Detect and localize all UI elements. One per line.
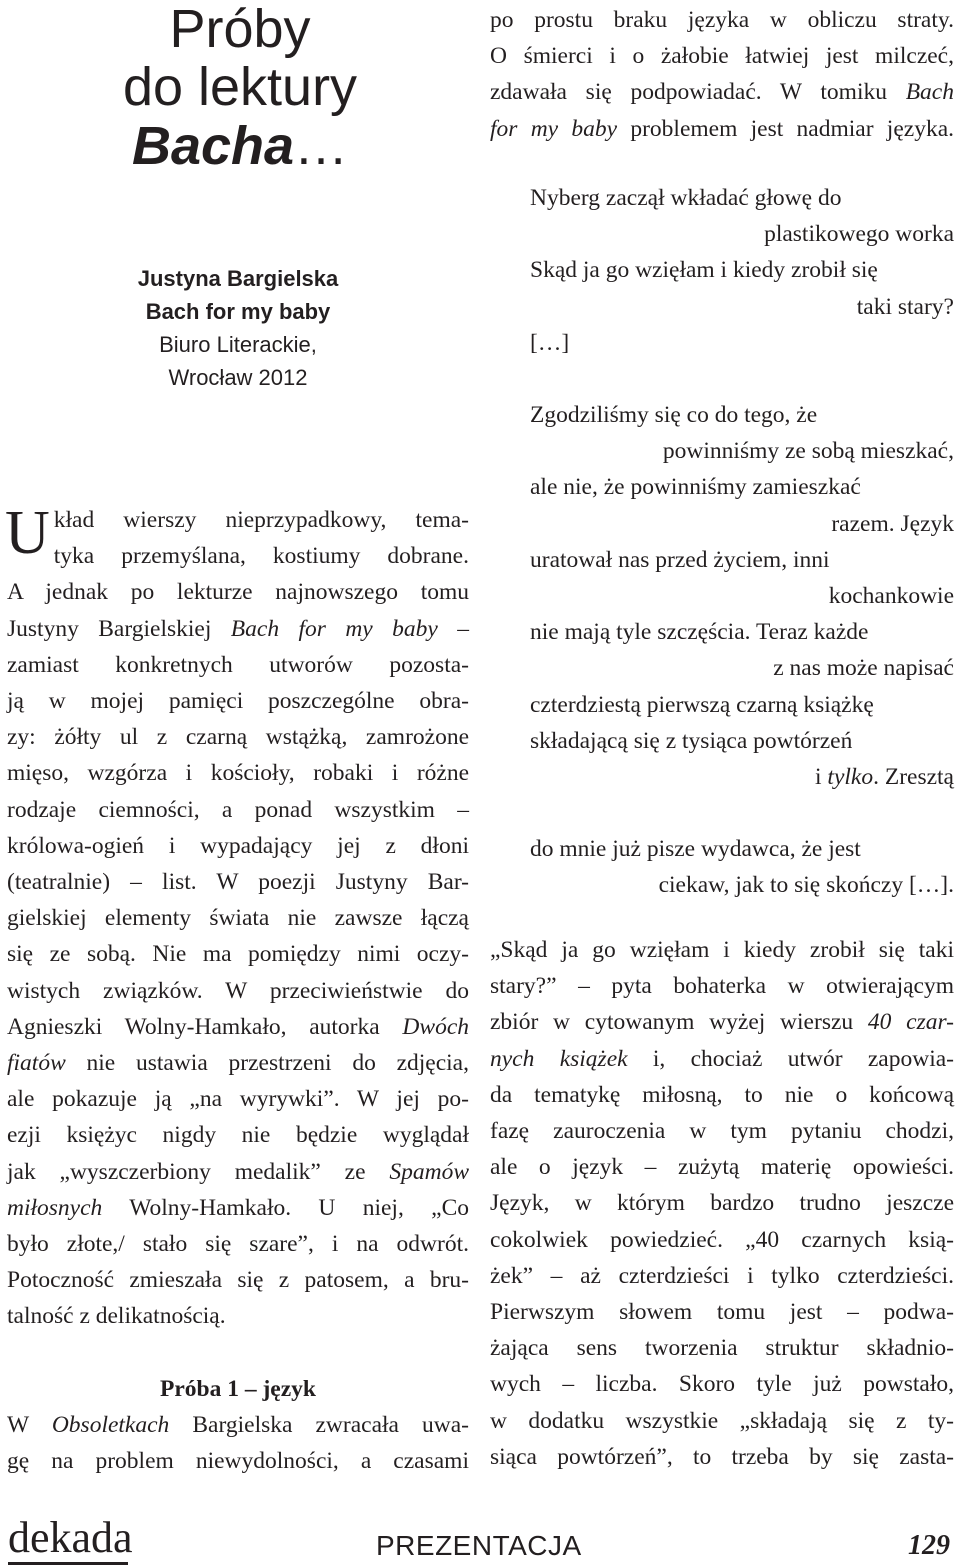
text-line: ale o język – zużytą materię opowieści. <box>490 1154 954 1181</box>
text-line <box>7 611 469 647</box>
italic-title: fiatów <box>7 1050 66 1077</box>
book-info <box>88 262 388 394</box>
text-line <box>490 74 954 110</box>
text-line: zy: żółty ul z czarną wstążką, zamrożone <box>7 724 469 751</box>
logo-underline <box>8 1562 128 1565</box>
poem-line: ale nie, że powinniśmy zamieszkać <box>530 474 861 501</box>
text-line: w dodatku wszystkie „składają się z ty- <box>490 1407 954 1434</box>
text-line: „Skąd ja go wzięłam i kiedy zrobił się taki <box>490 937 954 963</box>
text-span: W <box>7 1411 52 1438</box>
text-span: nie ustawia przestrzeni do zdjęcia, <box>65 1050 469 1077</box>
text-line: królowa-ogień i wypadający jej z dłoni <box>7 832 469 859</box>
text-span: Agnieszki Wolny-Hamkało, autorka <box>7 1013 403 1040</box>
section-name: PREZENTACJA <box>376 1530 582 1561</box>
poem-line: plastikowego worka <box>764 221 954 248</box>
left-column <box>5 499 469 1479</box>
book-place-year: Wrocław 2012 <box>168 365 308 390</box>
text-line: było złote,/ stało się szare”, i na odwrót. <box>7 1231 469 1258</box>
poem-line: Zgodziliśmy się co do tego, że <box>530 402 818 429</box>
book-title: Bach for my baby <box>145 299 331 324</box>
text-line: cokolwiek powiedzieć. „40 czarnych ksią- <box>490 1226 954 1253</box>
text-line: gielskiej elementy świata nie zawsze łączą <box>7 905 469 932</box>
poem-line: uratował nas przed życiem, inni <box>530 546 830 573</box>
poem-line: […] <box>530 329 570 356</box>
poem-line: kochankowie <box>828 583 954 610</box>
text-line: się ze sobą. Nie ma pomiędzy nimi oczy- <box>7 941 469 968</box>
italic-title: Obsoletkach <box>51 1411 170 1438</box>
italic-title: nych książek <box>490 1045 628 1072</box>
text-line: O śmierci i o żałobie łatwiej jest milczeć, <box>490 43 954 70</box>
book-author: Justyna Bargielska <box>137 266 339 291</box>
text-line: wistych związków. W przeciwieństwie do <box>7 977 469 1004</box>
text-line: rodzaje ciemności, a ponad wszystkim – <box>7 796 469 823</box>
text-span: zbiór w cytowanym wyżej wierszu <box>490 1009 868 1036</box>
title-line-2: do lektury <box>122 57 358 118</box>
poem-line: Nyberg zaczął wkładać głowę do <box>530 185 842 211</box>
text-line: fazę zauroczenia w tym pytaniu chodzi, <box>490 1118 954 1145</box>
right-column-top <box>490 2 954 147</box>
text-line: tyka przemyślana, kostiumy dobrane. <box>53 543 469 570</box>
poem-line: do mnie już pisze wydawca, że jest <box>530 836 861 863</box>
text-line <box>490 1004 954 1040</box>
text-line: Pierwszym słowem tomu jest – podwa- <box>490 1299 954 1326</box>
text-line: żek” – aż czterdzieści i tylko czterdzieści. <box>490 1262 954 1289</box>
text-line: wych – liczba. Skoro tyle już powstało, <box>490 1371 954 1398</box>
text-span: i, chociaż utwór zapowia- <box>627 1045 954 1072</box>
poem-line: nie mają tyle szczęścia. Teraz każde <box>530 619 869 646</box>
text-line <box>7 1407 469 1443</box>
text-span: zdawała się podpowiadać. W tomiku <box>490 79 906 106</box>
italic-title: 40 czar- <box>867 1009 954 1036</box>
poem-line: z nas może napisać <box>773 655 954 682</box>
text-line: żająca sens tworzenia struktur składnio- <box>490 1335 954 1362</box>
title-line-3 <box>100 117 380 175</box>
poem-quote <box>530 180 954 904</box>
poem-line: ciekaw, jak to się skończy […]. <box>658 872 954 899</box>
text-line: kład wierszy nieprzypadkowy, tema- <box>53 507 469 533</box>
text-line: da tematykę miłosną, to nie o końcową <box>490 1081 954 1108</box>
right-column-bottom <box>490 932 954 1475</box>
text-line <box>490 1041 954 1077</box>
italic-title: miłosnych <box>7 1194 103 1221</box>
text-line: ją w mojej pamięci poszczególne obra- <box>7 688 469 715</box>
text-line: siąca powtórzeń”, to trzeba by się zasta- <box>490 1443 954 1470</box>
text-span: – <box>437 615 469 642</box>
drop-cap: U <box>5 499 50 567</box>
poem-line: powinniśmy ze sobą mieszkać, <box>662 438 954 465</box>
text-line: Potoczność zmieszała się z patosem, a bru- <box>7 1267 469 1294</box>
page-number: 129 <box>908 1530 950 1561</box>
text-line: (teatralnie) – list. W poezji Justyny Bar- <box>7 869 469 896</box>
text-line: talność z delikatnością. <box>7 1303 226 1330</box>
poem-line <box>530 759 954 795</box>
section-subheading: Próba 1 – język <box>160 1375 316 1402</box>
text-line: zamiast konkretnych utworów pozosta- <box>7 651 469 678</box>
text-span: i <box>815 764 828 791</box>
text-line <box>7 1154 469 1190</box>
text-span: Bargielska zwracała uwa- <box>169 1411 469 1438</box>
text-line: gę na problem niewydolności, a czasami <box>7 1448 469 1475</box>
article-title <box>100 0 380 175</box>
text-line: po prostu braku języka w obliczu straty. <box>490 7 954 33</box>
text-line <box>490 111 954 147</box>
text-span: jak „wyszczerbiony medalik” ze <box>7 1158 390 1185</box>
poem-line: razem. Język <box>831 510 954 537</box>
magazine-logo: dekada <box>8 1513 133 1562</box>
text-line: ale pokazuje ją „na wyrywki”. W jej po- <box>7 1086 469 1113</box>
poem-line: składającą się z tysiąca powtórzeń <box>530 727 853 754</box>
poem-line: taki stary? <box>856 293 954 320</box>
text-span: Justyny Bargielskiej <box>7 615 231 642</box>
text-span: Wolny-Hamkało. U niej, „Co <box>102 1194 469 1221</box>
italic-word: tylko <box>827 764 874 791</box>
text-line <box>7 1009 469 1045</box>
italic-title: for my baby <box>490 115 618 142</box>
italic-title: Bach <box>905 79 954 106</box>
book-publisher: Biuro Literackie, <box>159 332 317 357</box>
italic-title: Spamów <box>389 1158 469 1185</box>
text-line: ezji księżyc nigdy nie będzie wyglądał <box>7 1122 469 1149</box>
poem-line: czterdziestą pierwszą czarną książkę <box>530 691 874 718</box>
title-line-1: Próby <box>169 0 311 59</box>
book-title-italic: Bach for my baby <box>230 615 438 642</box>
poem-line: Skąd ja go wzięłam i kiedy zrobił się <box>530 257 878 284</box>
title-ellipsis: … <box>294 115 349 176</box>
text-span: problemem jest nadmiar języka. <box>617 115 954 142</box>
title-book-name: Bacha <box>131 115 295 176</box>
text-span: . Zresztą <box>873 764 954 791</box>
text-line <box>7 1045 469 1081</box>
text-line <box>7 1190 469 1226</box>
text-line: mięso, wzgórza i kościoły, robaki i różne <box>7 760 469 787</box>
text-line: stary?” – pyta bohaterka w otwierającym <box>490 973 954 1000</box>
text-line: Język, w którym bardzo trudno jeszcze <box>490 1190 954 1217</box>
text-line: A jednak po lekturze najnowszego tomu <box>7 579 469 606</box>
italic-title: Dwóch <box>402 1013 469 1040</box>
